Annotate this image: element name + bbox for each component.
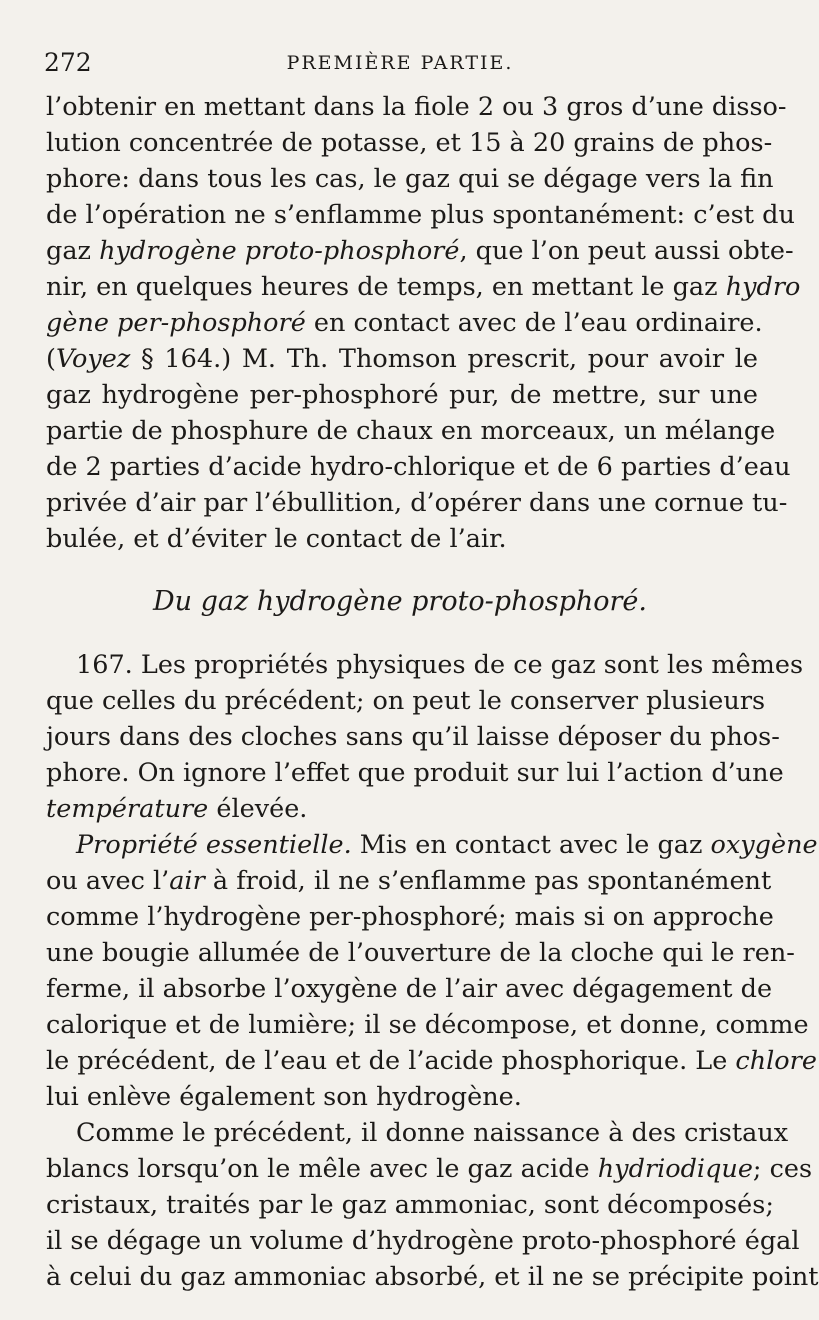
text-run: gaz xyxy=(46,236,100,266)
text-run: Du gaz hydrogène proto-phosphoré. xyxy=(153,586,647,617)
italic-run: hydro xyxy=(725,272,801,302)
text-run: lui enlève également son hydrogène. xyxy=(46,1082,522,1112)
text-run: Mis en contact avec le gaz xyxy=(351,830,711,860)
text-line xyxy=(46,935,795,971)
text-line xyxy=(46,863,772,899)
text-run: que celles du précédent; on peut le conserver plusieurs xyxy=(46,686,766,716)
text-line xyxy=(46,899,774,935)
italic-run: Propriété essentielle. xyxy=(76,830,352,860)
text-run: § 164.) M. Th. Thomson prescrit, pour avoir le xyxy=(130,344,758,374)
text-run: il se dégage un volume d’hydrogène proto-phosphoré égal xyxy=(46,1226,800,1256)
text-line xyxy=(46,1223,800,1259)
text-run: lution concentrée de potasse, et 15 à 20 grains de phos- xyxy=(46,128,773,158)
text-run: cristaux, traités par le gaz ammoniac, sont décomposés; xyxy=(46,1190,774,1220)
text-line xyxy=(46,341,758,377)
text-line xyxy=(46,1187,774,1223)
text-line xyxy=(46,1007,809,1043)
italic-run: oxygène xyxy=(710,830,818,860)
italic-run: Voyez xyxy=(55,344,131,374)
text-line xyxy=(76,647,804,683)
text-line xyxy=(46,683,766,719)
text-run: jours dans des cloches sans qu’il laisse déposer du phos- xyxy=(46,722,780,752)
section-heading xyxy=(0,584,800,620)
text-run: l’obtenir en mettant dans la fiole 2 ou 3 gros d’une disso- xyxy=(46,92,787,122)
text-line xyxy=(46,269,801,305)
text-run: de l’opération ne s’enflamme plus spontanément: c’est du xyxy=(46,200,795,230)
text-line xyxy=(46,449,791,485)
text-run: comme l’hydrogène per-phosphoré; mais si on approche xyxy=(46,902,774,932)
text-run: blancs lorsqu’on le mêle avec le gaz acide xyxy=(46,1154,598,1184)
text-run: phore: dans tous les cas, le gaz qui se dégage vers la fin xyxy=(46,164,774,194)
text-run: élevée. xyxy=(208,794,308,824)
text-run: 167. Les propriétés physiques de ce gaz sont les mêmes xyxy=(76,650,804,680)
text-run: gaz hydrogène per-phosphoré pur, de mettre, sur une xyxy=(46,380,758,410)
text-line xyxy=(46,413,776,449)
text-run: phore. On ignore l’effet que produit sur lui l’action d’une xyxy=(46,758,784,788)
text-run: ferme, il absorbe l’oxygène de l’air avec dégagement de xyxy=(46,974,773,1004)
text-line xyxy=(46,971,773,1007)
text-run: calorique et de lumière; il se décompose, et donne, comme xyxy=(46,1010,809,1040)
text-line xyxy=(46,197,795,233)
text-line xyxy=(46,1043,817,1079)
text-line xyxy=(46,755,784,791)
text-run: à froid, il ne s’enflamme pas spontanément xyxy=(204,866,772,896)
text-run: nir, en quelques heures de temps, en mettant le gaz xyxy=(46,272,726,302)
text-line xyxy=(46,521,758,557)
page-header xyxy=(40,48,760,88)
text-line xyxy=(46,1151,813,1187)
italic-run: hydriodique xyxy=(597,1154,753,1184)
text-line xyxy=(46,1259,819,1295)
running-head: PREMIÈRE PARTIE. xyxy=(286,52,514,74)
text-run: à celui du gaz ammoniac absorbé, et il ne se précipite point xyxy=(46,1262,819,1292)
text-line xyxy=(46,161,774,197)
text-run: partie de phosphure de chaux en morceaux, un mélange xyxy=(46,416,776,446)
text-line xyxy=(46,233,794,269)
text-line xyxy=(46,719,780,755)
text-line xyxy=(46,125,773,161)
text-run: privée d’air par l’ébullition, d’opérer dans une cornue tu- xyxy=(46,488,788,518)
text-run: , que l’on peut aussi obte- xyxy=(459,236,794,266)
text-run: Comme le précédent, il donne naissance à des cristaux xyxy=(76,1118,789,1148)
text-run: bulée, et d’éviter le contact de l’air. xyxy=(46,524,507,554)
text-run: en contact avec de l’eau ordinaire. xyxy=(305,308,763,338)
text-run: ( xyxy=(46,344,56,374)
text-run: une bougie allumée de l’ouverture de la cloche qui le ren- xyxy=(46,938,795,968)
text-run: le précédent, de l’eau et de l’acide phosphorique. Le xyxy=(46,1046,736,1076)
text-run: ; ces xyxy=(752,1154,813,1184)
text-line xyxy=(46,89,787,125)
text-line xyxy=(76,1115,789,1151)
italic-run: air xyxy=(169,866,205,896)
italic-run: température xyxy=(46,794,209,824)
italic-run: chlore xyxy=(735,1046,817,1076)
text-line xyxy=(46,485,788,521)
italic-run: gène per-phosphoré xyxy=(46,308,306,338)
text-line xyxy=(46,305,763,341)
text-line xyxy=(46,791,758,827)
text-line xyxy=(76,827,818,863)
text-run: ou avec l’ xyxy=(46,866,170,896)
italic-run: hydrogène proto-phosphoré xyxy=(99,236,460,266)
page-number: 272 xyxy=(44,48,92,77)
text-run: de 2 parties d’acide hydro-chlorique et de 6 parties d’eau xyxy=(46,452,791,482)
text-line xyxy=(46,377,758,413)
text-line xyxy=(46,1079,758,1115)
